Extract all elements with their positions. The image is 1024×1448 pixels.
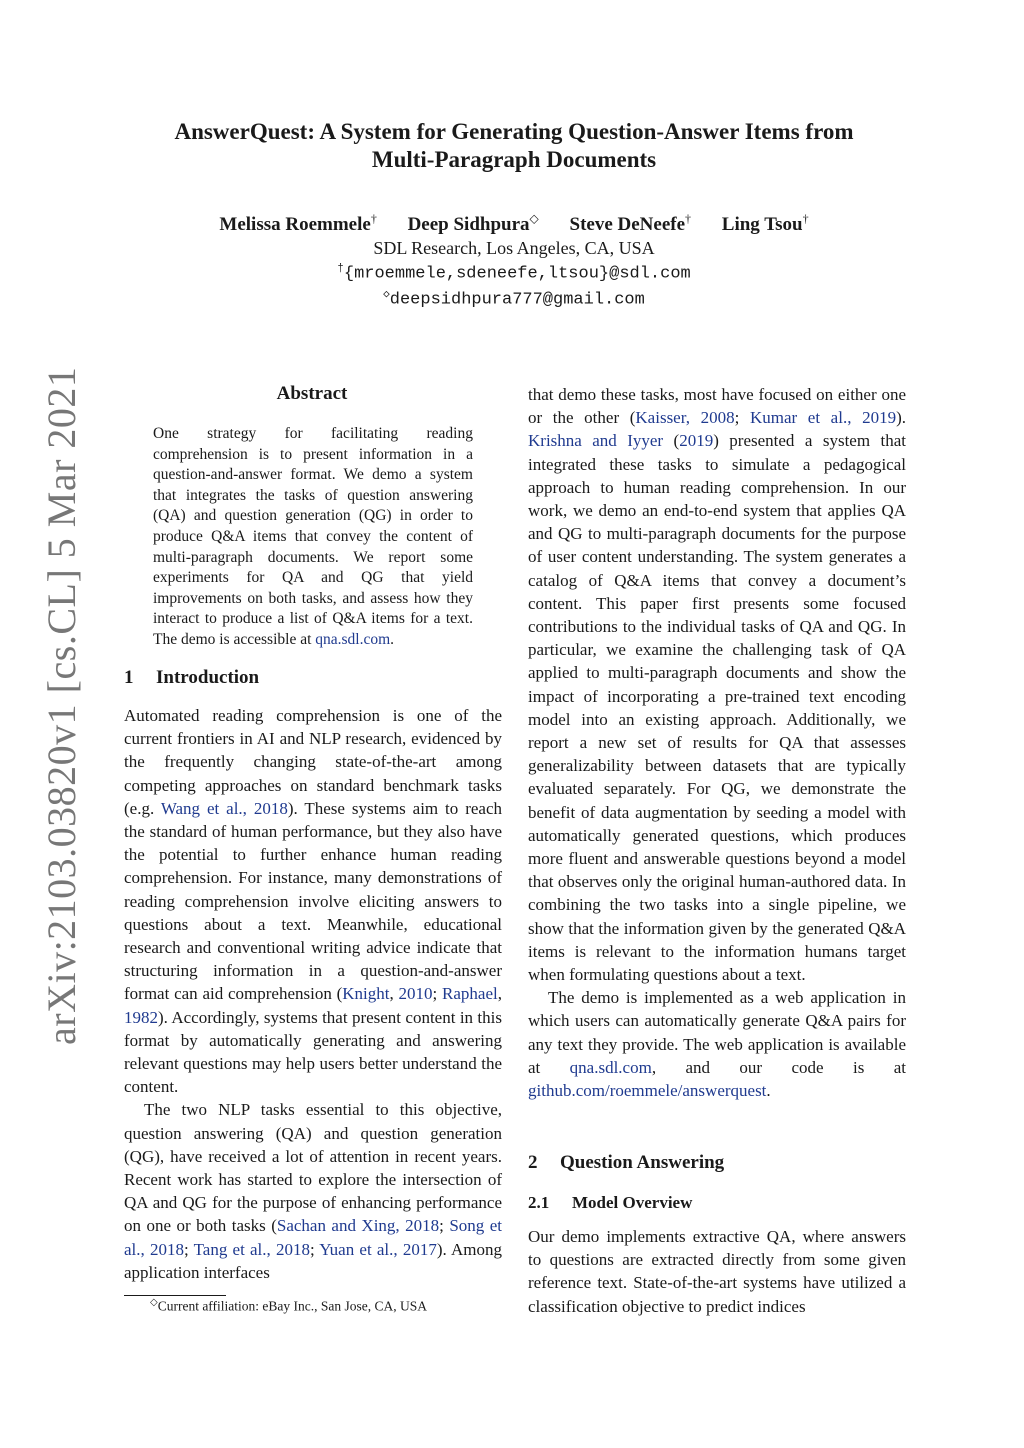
arxiv-identifier-stamp: arXiv:2103.03820v1 [cs.CL] 5 Mar 2021 [39,366,84,1045]
author-name: Deep Sidhpura [407,214,530,236]
author-mark: † [370,212,377,226]
email-address[interactable]: {mroemmele,sdeneefe,ltsou}@sdl.com [343,264,691,284]
text-run: ; [432,984,443,1004]
title-line-2: Multi-Paragraph Documents [371,147,657,172]
footnote-mark: ◇ [150,1297,158,1308]
text-run: The two NLP tasks essential to this objective, question answering (QA) and question generation (QG), have received a lot of attention in recent years. Recent work has started to explore the intersection of QA and QG for the purpose of enhancing performance on one or both tasks ( [124,1100,502,1236]
text-run: ; [309,1239,320,1259]
citation-link[interactable]: Kumar et al., 2019 [749,408,897,428]
section-number: 2 [528,1152,538,1173]
citation-link[interactable]: 1982 [124,1007,158,1027]
author-mark: ◇ [529,212,539,226]
text-run: ; [439,1216,450,1236]
subsection-title: Model Overview [572,1193,693,1212]
text-run: . [766,1081,771,1101]
paragraph: Our demo implements extractive QA, where answers to questions are extracted directly from some given reference text. State-of-the-art systems have utilized a classification objective to predict indices [528,1227,906,1316]
footnote-text: Current affiliation: eBay Inc., San Jose, CA, USA [157,1298,428,1314]
author-name: Melissa Roemmele [219,214,371,236]
section-number: 1 [124,667,134,688]
citation-link[interactable]: Krishna and Iyyer [528,431,664,451]
text-run: ). [896,408,906,428]
text-run: , [497,984,502,1004]
email-address[interactable]: deepsidhpura777@gmail.com [389,290,645,310]
paragraph [124,1098,502,1284]
text-run: that demo these tasks, most have focused on either one or the other ( [528,385,906,428]
text-run: Automated reading comprehension is one of the current frontiers in AI and NLP research, evidenced by the frequently changing state-of-the-art among competing approaches on standard benchmark tasks (e.g. [124,706,502,818]
citation-link[interactable]: Song et al., 2018 [124,1216,503,1259]
footnote-divider [124,1295,226,1296]
code-repo-link[interactable]: github.com/roemmele/answerquest [528,1081,767,1101]
section-heading-introduction [124,667,259,689]
section-title: Introduction [156,667,260,688]
text-run: ( [663,431,680,451]
introduction-body [124,704,502,1284]
citation-link[interactable]: 2010 [398,984,433,1004]
paragraph [124,704,502,1098]
citation-link[interactable]: Yuan et al., 2017 [319,1239,437,1259]
title-line-1: AnswerQuest: A System for Generating Question-Answer Items from [174,119,854,144]
author-1 [219,214,376,235]
subsection-heading-model-overview [528,1193,692,1213]
paper-title [100,118,928,174]
author-name: Ling Tsou [721,214,803,236]
text-run: The demo is implemented as a web application in which users can automatically generate Q&A pairs for any text they provide. The web application is available at [528,988,906,1077]
demo-link[interactable]: qna.sdl.com [315,630,391,648]
text-run: ). Accordingly, systems that present content in this format by automatically generating and answering relevant questions may help users better understand the content. [124,1007,502,1097]
text-run: ) presented a system that integrated these tasks to simulate a pedagogical approach to human reading comprehension. In our work, we demo an end-to-end system that applies QA and QG to multi-paragraph documents for the purpose of user content understanding. The system generates a catalog of Q&A items that convey a document’s content. This paper first presents some focused contributions to the individual tasks of QA and QG. In particular, we examine the challenging task of QA applied to multi-paragraph documents and show the impact of incorporating a pre-trained text encoding model into an existing approach. Additionally, we report a new set of results for QA that assesses generalizability between datasets that are typically evaluated separately. For QG, we demonstrate the benefit of data augmentation by seeding a model with automatically generated questions, which produces more fluent and answerable questions beyond a model that observes only the original human-authored data. In combining the two tasks into a single pipeline, we show that the information given by the generated Q&A items is relevant to the information humans target when formulating questions about a text. [528,431,906,985]
paragraph [528,986,906,1102]
abstract-body [153,424,473,651]
text-run: , and our code is at [651,1057,906,1077]
text-run: ). Among application interfaces [124,1239,502,1282]
author-4 [722,214,809,235]
abstract-text: One strategy for facilitating reading comprehension is to present information in a question-and-answer format. We demo a system that integrates the tasks of question answering (QA) and question generation (QG) in order to produce Q&A items that convey the content of multi-paragraph documents. We report some experiments for QA and QG that yield improvements on both tasks, and assess how they interact to produce a list of Q&A items for a text. The demo is accessible at [153,425,473,648]
text-run: ; [734,408,750,428]
abstract-end: . [390,630,395,648]
affiliation: SDL Research, Los Angeles, CA, USA [373,238,655,258]
section-heading-question-answering [528,1152,724,1174]
citation-link[interactable]: Knight [342,984,390,1004]
text-run: ; [183,1239,194,1259]
author-2 [408,214,539,235]
citation-link[interactable]: Tang et al., 2018 [193,1239,310,1259]
email-mark: † [337,263,344,275]
citation-link[interactable]: Raphael [442,984,498,1004]
model-overview-body [528,1225,906,1318]
footnote [150,1297,427,1315]
text-run: , [389,984,399,1004]
author-mark: † [685,212,692,226]
section-title: Question Answering [560,1152,725,1173]
citation-link[interactable]: Wang et al., 2018 [160,798,288,818]
web-app-link[interactable]: qna.sdl.com [569,1057,652,1077]
citation-link[interactable]: Sachan and Xing, 2018 [276,1216,440,1236]
author-mark: † [802,212,809,226]
abstract-heading: Abstract [276,383,348,404]
text-run: ). These systems aim to reach the standard of human performance, but they also have the potential to further enhance human reading comprehension. For instance, many demonstrations of reading comprehension involve eliciting answers to questions about a text. Meanwhile, educational research and conventional writing advice indicate that structuring information in a question-and-answer format can aid comprehension ( [124,798,502,1004]
author-3 [570,214,692,235]
email-mark: ◇ [383,289,390,301]
subsection-number: 2.1 [528,1193,550,1212]
right-column-body [528,383,906,1102]
author-list [100,212,928,236]
email-line-2 [100,287,928,310]
author-name: Steve DeNeefe [569,214,686,236]
citation-link[interactable]: Kaisser, 2008 [635,408,735,428]
email-line-1 [100,263,928,284]
paragraph [528,383,906,986]
citation-link[interactable]: 2019 [679,431,714,451]
